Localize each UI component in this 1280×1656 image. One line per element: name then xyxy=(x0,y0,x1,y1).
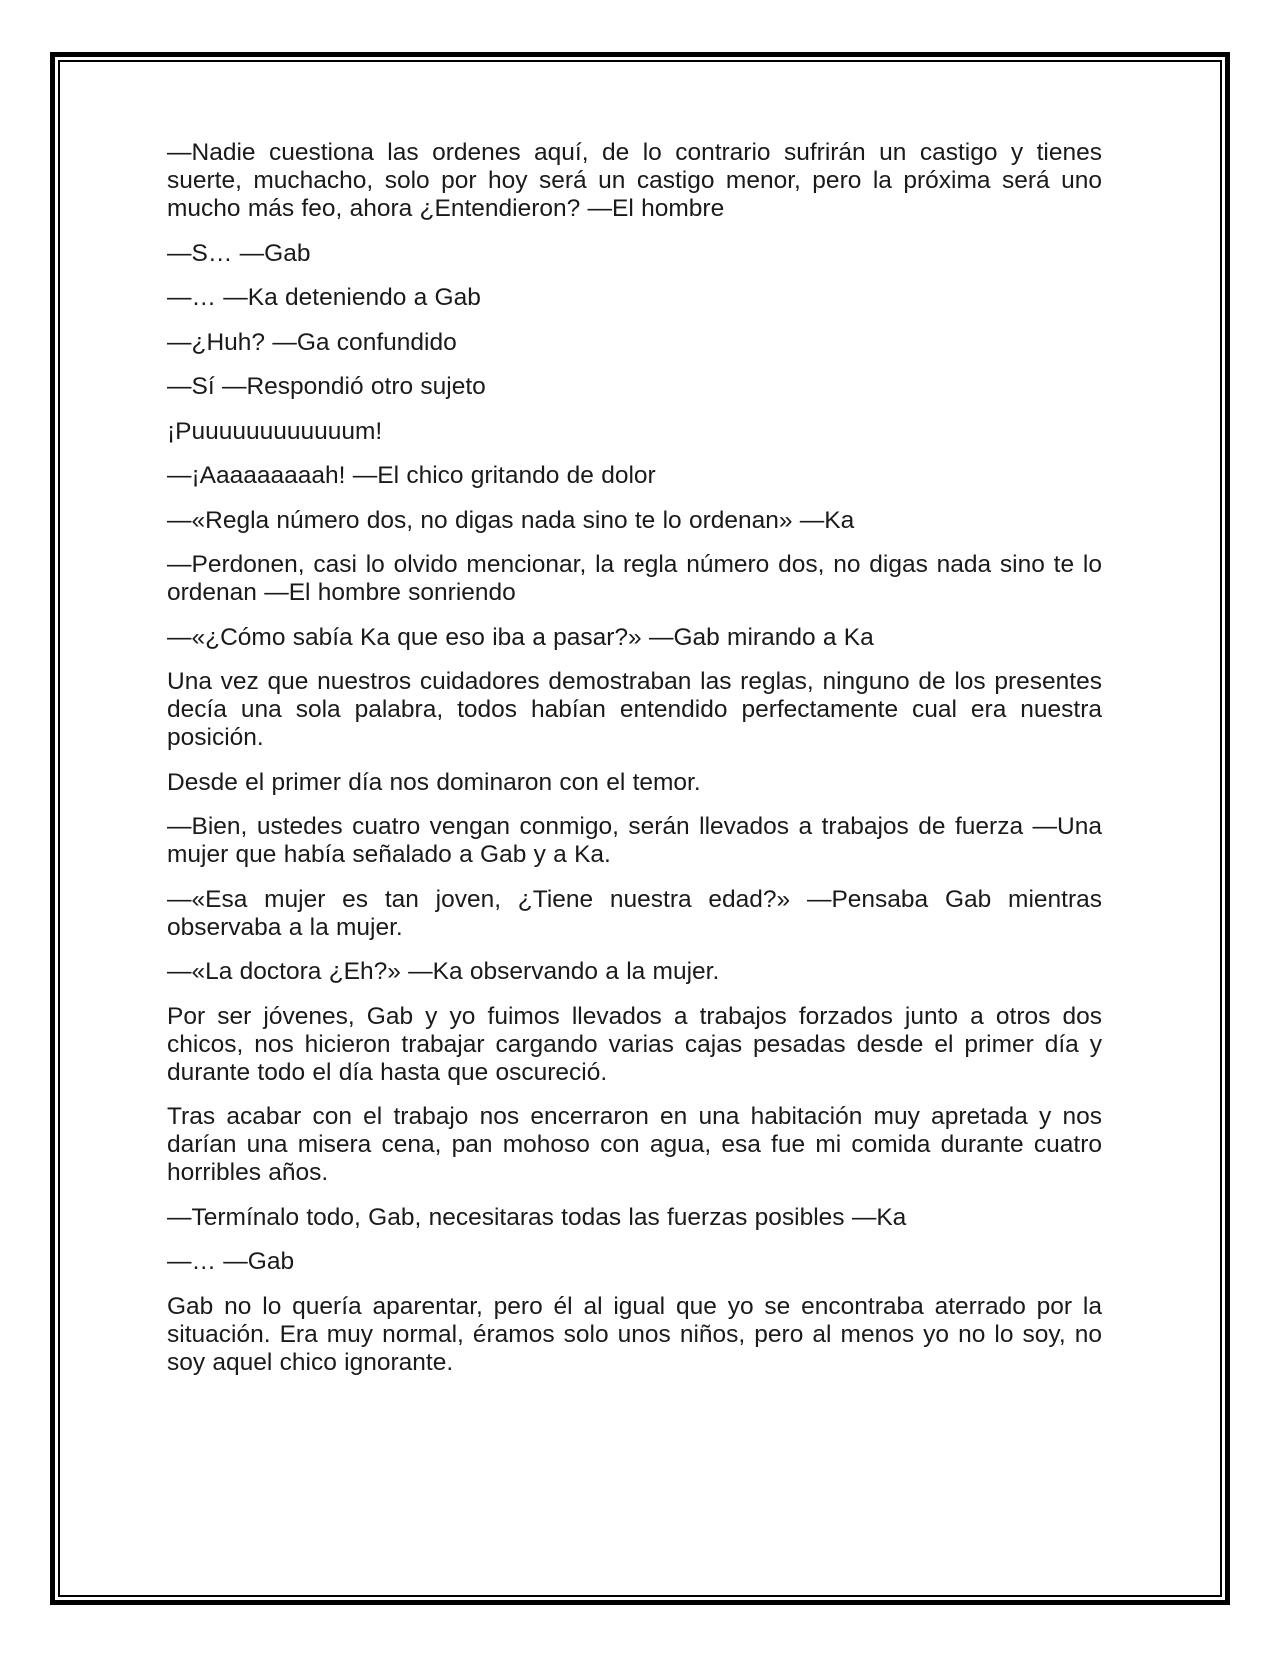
page-border-outer xyxy=(50,52,1230,1605)
paragraph-7: —¡Aaaaaaaaah! —El chico gritando de dolor xyxy=(167,462,656,489)
paragraph-9: —Perdonen, casi lo olvido mencionar, la regla número dos, no digas nada sino te lo ordenan —El hombre sonriendo xyxy=(167,551,1102,606)
paragraph-14: —«Esa mujer es tan joven, ¿Tiene nuestra edad?» —Pensaba Gab mientras observaba a la mujer. xyxy=(167,885,1102,941)
paragraph-10: —«¿Cómo sabía Ka que eso iba a pasar?» —Gab mirando a Ka xyxy=(167,623,874,651)
paragraph-16: Por ser jóvenes, Gab y yo fuimos llevados a trabajos forzados junto a otros dos chicos, nos hicieron trabajar cargando varias cajas pesadas desde el primer día y durante todo el día hasta que oscureció. xyxy=(167,1002,1102,1086)
paragraph-13: —Bien, ustedes cuatro vengan conmigo, serán llevados a trabajos de fuerza —Una mujer que había señalado a Gab y a Ka. xyxy=(167,813,1102,868)
paragraph-20: Gab no lo quería aparentar, pero él al igual que yo se encontraba aterrado por la situación. Era muy normal, éramos solo unos niños, pero al menos yo no lo soy, no soy aquel chico ignorante. xyxy=(167,1292,1102,1376)
paragraph-6: ¡Puuuuuuuuuuuum! xyxy=(167,417,383,445)
paragraph-17: Tras acabar con el trabajo nos encerraron en una habitación muy apretada y nos darían una misera cena, pan mohoso con agua, esa fue mi comida durante cuatro horribles años. xyxy=(167,1103,1102,1186)
paragraph-18: —Termínalo todo, Gab, necesitaras todas las fuerzas posibles —Ka xyxy=(167,1203,907,1231)
page-border-inner xyxy=(58,60,1222,1597)
paragraph-11: Una vez que nuestros cuidadores demostraban las reglas, ninguno de los presentes decía una sola palabra, todos habían entendido perfectamente cual era nuestra posición. xyxy=(167,668,1102,751)
paragraph-15: —«La doctora ¿Eh?» —Ka observando a la mujer. xyxy=(167,958,720,985)
paragraph-4: —¿Huh? —Ga confundido xyxy=(167,328,457,356)
document-text-body xyxy=(60,62,1220,1595)
paragraph-1: —Nadie cuestiona las ordenes aquí, de lo contrario sufrirán un castigo y tienes suerte, muchacho, solo por hoy será un castigo menor, pero la próxima será uno mucho más feo, ahora ¿Entendieron? —El hombre xyxy=(167,139,1102,222)
paragraph-8: —«Regla número dos, no digas nada sino te lo ordenan» —Ka xyxy=(167,506,855,534)
paragraph-12: Desde el primer día nos dominaron con el temor. xyxy=(167,768,701,796)
paragraph-19: —… —Gab xyxy=(167,1248,295,1275)
paragraph-5: —Sí —Respondió otro sujeto xyxy=(167,373,486,400)
paragraph-3: —… —Ka deteniendo a Gab xyxy=(167,284,481,311)
paragraph-2: —S… —Gab xyxy=(167,239,311,267)
